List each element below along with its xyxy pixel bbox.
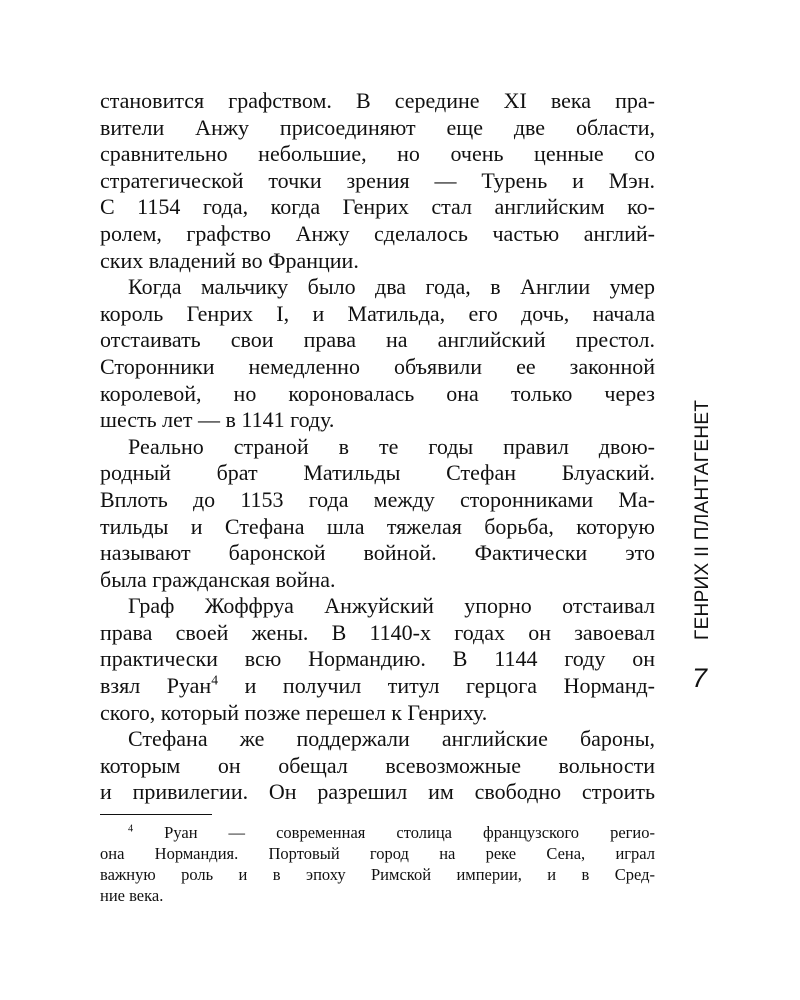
text-line: король Генрих I, и Матильда, его дочь, начала <box>100 300 655 326</box>
text-line: отстаивать свои права на английский престол. <box>100 327 655 353</box>
footnote <box>100 822 655 906</box>
footnote-divider <box>100 814 212 815</box>
text-line: ского, который позже перешел к Генриху. <box>100 699 488 725</box>
text-line: стратегической точки зрения — Турень и Мэн. <box>100 167 655 193</box>
text-line: практически всю Нормандию. В 1144 году он <box>100 646 655 672</box>
text-fragment: взял Руан <box>100 673 212 699</box>
text-line: Сторонники немедленно объявили ее законной <box>100 353 655 379</box>
text-line: сравнительно небольшие, но очень ценные со <box>100 141 655 167</box>
footnote-line: она Нормандия. Портовый город на реке Сена, играл <box>100 844 655 863</box>
text-line: С 1154 года, когда Генрих стал английским ко- <box>100 194 655 220</box>
text-line: Когда мальчику было два года, в Англии умер <box>128 274 655 300</box>
footnote-line <box>100 822 655 843</box>
page-number: 7 <box>692 663 708 693</box>
footnote-number: 4 <box>128 823 134 835</box>
text-line: тильды и Стефана шла тяжелая борьба, которую <box>100 513 655 539</box>
text-line: ских владений во Франции. <box>100 247 359 273</box>
footnote-line: важную роль и в эпоху Римской империи, и в Сред- <box>100 865 655 884</box>
text-fragment: Руан — современная столица французского регио- <box>164 823 656 842</box>
paragraph <box>100 274 655 434</box>
text-line: права своей жены. В 1140-х годах он завоевал <box>100 619 655 645</box>
footnote-reference[interactable]: 4 <box>211 672 219 688</box>
paragraph <box>100 726 655 806</box>
text-line: родный брат Матильды Стефан Блуаский. <box>100 460 655 486</box>
text-line: была гражданская война. <box>100 566 336 592</box>
text-line: называют баронской войной. Фактически это <box>100 540 655 566</box>
running-head: ГЕНРИХ II ПЛАНТАГЕНЕТ <box>692 399 713 640</box>
main-text <box>100 88 655 806</box>
paragraph <box>100 434 655 594</box>
paragraph <box>100 88 655 274</box>
footnote-line: ние века. <box>100 886 164 905</box>
text-line: ролем, графство Анжу сделалось частью англий- <box>100 220 655 246</box>
text-line: Вплоть до 1153 года между сторонниками Ма- <box>100 486 655 512</box>
text-line: Стефана же поддержали английские бароны, <box>128 726 655 752</box>
paragraph <box>100 593 655 726</box>
text-line: становится графством. В середине XI века пра- <box>100 88 655 113</box>
text-line: Реально страной в те годы правил двою- <box>128 433 655 459</box>
text-line: и привилегии. Он разрешил им свободно строить <box>100 779 655 805</box>
text-line-with-footnote <box>100 673 655 700</box>
text-line: королевой, но короновалась она только через <box>100 380 655 406</box>
text-line: шесть лет — в 1141 году. <box>100 407 335 433</box>
text-line: вители Анжу присоединяют еще две области, <box>100 114 655 140</box>
text-line: Граф Жоффруа Анжуйский упорно отстаивал <box>128 593 655 619</box>
text-fragment: и получил титул герцога Норманд- <box>244 673 656 699</box>
text-line: которым он обещал всевозможные вольности <box>100 752 655 778</box>
